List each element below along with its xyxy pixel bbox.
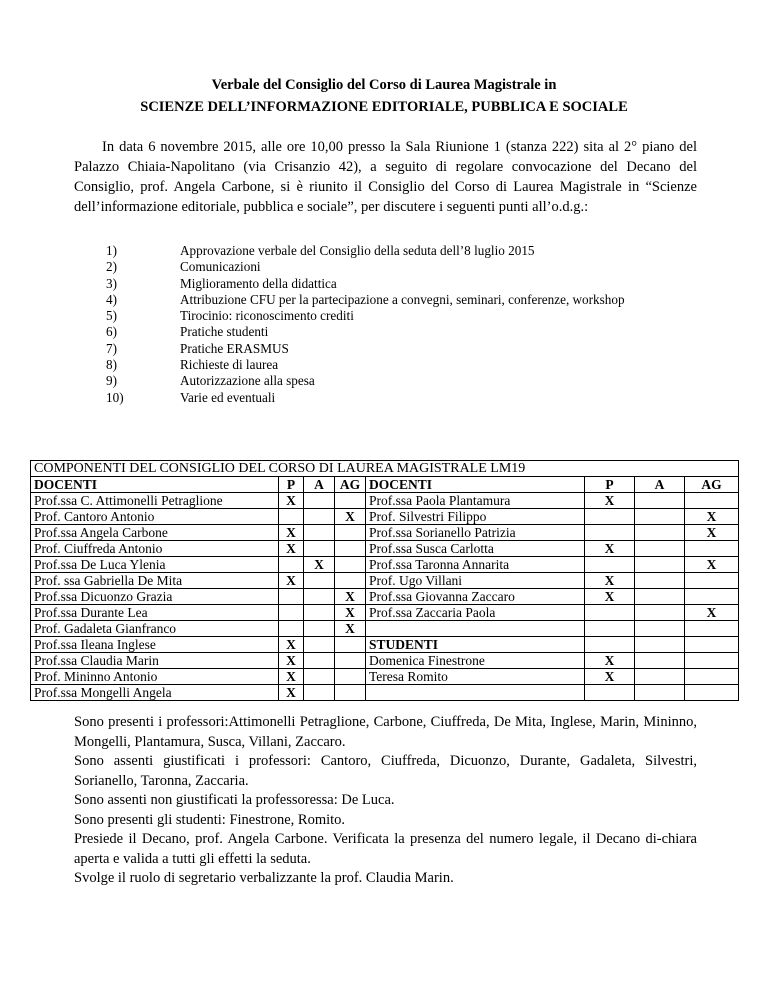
attendance-mark-cell: X bbox=[335, 589, 366, 605]
attendance-mark-cell: AG bbox=[335, 477, 366, 493]
agenda-item bbox=[106, 308, 706, 324]
attendance-mark-cell bbox=[335, 573, 366, 589]
attendance-mark-cell: A bbox=[304, 477, 335, 493]
attendance-mark-cell: X bbox=[585, 541, 635, 557]
attendance-mark-cell bbox=[635, 685, 685, 701]
member-name-cell bbox=[366, 621, 585, 637]
member-name-cell: Prof.ssa De Luca Ylenia bbox=[31, 557, 279, 573]
attendance-mark-cell bbox=[635, 525, 685, 541]
attendance-mark-cell bbox=[585, 509, 635, 525]
attendance-mark-cell: X bbox=[304, 557, 335, 573]
agenda-item bbox=[106, 390, 706, 406]
attendance-mark-cell bbox=[635, 557, 685, 573]
intro-paragraph bbox=[74, 137, 697, 217]
agenda-item-text: Pratiche ERASMUS bbox=[180, 340, 289, 356]
agenda-item-text: Pratiche studenti bbox=[180, 324, 269, 340]
agenda-item bbox=[106, 243, 706, 259]
agenda-item-number: 5) bbox=[106, 308, 117, 324]
attendance-mark-cell bbox=[304, 621, 335, 637]
attendance-mark-cell bbox=[635, 653, 685, 669]
agenda-item bbox=[106, 276, 706, 292]
course-name-heading: SCIENZE DELL’INFORMAZIONE EDITORIALE, PUBBLICA E SOCIALE bbox=[140, 99, 628, 115]
agenda-item-number: 7) bbox=[106, 340, 117, 356]
intro-text: In data 6 novembre 2015, alle ore 10,00 presso la Sala Riunione 1 (stanza 222) sita al 2° piano del Palazzo Chiaia-Napolitano (via Crisanzio 42), a seguito di regolare convocazione del Decano del Consiglio, prof. Angela Carbone, si è riunito il Consiglio del Corso di Laurea Magistrale in “Scienze dell’informazione editoriale, pubblica e sociale”, per discutere i seguenti punti all’o.d.g.: bbox=[74, 139, 697, 215]
attendance-mark-cell bbox=[335, 653, 366, 669]
attendance-mark-cell bbox=[685, 541, 739, 557]
attendance-mark-cell bbox=[335, 669, 366, 685]
attendance-mark-cell bbox=[304, 509, 335, 525]
agenda-item-text: Autorizzazione alla spesa bbox=[180, 373, 315, 389]
agenda-item-text: Attribuzione CFU per la partecipazione a convegni, seminari, conferenze, workshop bbox=[180, 291, 625, 307]
attendance-mark-cell bbox=[335, 493, 366, 509]
table-row bbox=[31, 493, 739, 509]
justified-absences-text: Sono assenti giustificati i professori: Cantoro, Ciuffreda, Dicuonzo, Durante, Gadaleta, Silvestri, Sorianello, Taronna, Zaccaria. bbox=[74, 753, 697, 789]
attendance-mark-cell bbox=[304, 653, 335, 669]
table-row bbox=[31, 637, 739, 653]
agenda-item-number: 4) bbox=[106, 291, 117, 307]
attendance-mark-cell bbox=[685, 653, 739, 669]
attendance-mark-cell: X bbox=[685, 557, 739, 573]
member-name-cell: Prof.ssa Durante Lea bbox=[31, 605, 279, 621]
member-name-cell: Prof. Gadaleta Gianfranco bbox=[31, 621, 279, 637]
agenda-item-number: 9) bbox=[106, 373, 117, 389]
member-name-cell: Prof.ssa Paola Plantamura bbox=[366, 493, 585, 509]
attendance-mark-cell bbox=[304, 669, 335, 685]
member-name-cell: Prof. Cantoro Antonio bbox=[31, 509, 279, 525]
attendance-mark-cell bbox=[304, 493, 335, 509]
attendance-mark-cell bbox=[335, 541, 366, 557]
attendance-mark-cell bbox=[635, 509, 685, 525]
attendance-mark-cell bbox=[304, 685, 335, 701]
attendance-mark-cell bbox=[635, 637, 685, 653]
agenda-item-text: Comunicazioni bbox=[180, 259, 261, 275]
agenda-item-text: Miglioramento della didattica bbox=[180, 275, 337, 291]
secretary-text: Svolge il ruolo di segretario verbalizzante la prof. Claudia Marin. bbox=[74, 870, 454, 886]
attendance-section bbox=[74, 713, 697, 830]
attendance-mark-cell: X bbox=[279, 493, 304, 509]
attendance-mark-cell: X bbox=[585, 573, 635, 589]
agenda-item-number: 10) bbox=[106, 389, 124, 405]
attendance-mark-cell bbox=[279, 621, 304, 637]
member-name-cell: Prof.ssa Sorianello Patrizia bbox=[366, 525, 585, 541]
attendance-mark-cell bbox=[685, 589, 739, 605]
attendance-mark-cell bbox=[585, 637, 635, 653]
table-row bbox=[31, 573, 739, 589]
attendance-mark-cell bbox=[279, 557, 304, 573]
table-row bbox=[31, 685, 739, 701]
attendance-mark-cell: X bbox=[279, 669, 304, 685]
attendance-mark-cell bbox=[335, 685, 366, 701]
attendance-mark-cell: X bbox=[585, 669, 635, 685]
table-row bbox=[31, 669, 739, 685]
member-name-cell: Prof.ssa Zaccaria Paola bbox=[366, 605, 585, 621]
attendance-mark-cell bbox=[335, 557, 366, 573]
document-title: Verbale del Consiglio del Corso di Laurea Magistrale in bbox=[211, 77, 557, 93]
table-row bbox=[31, 557, 739, 573]
attendance-mark-cell: X bbox=[335, 509, 366, 525]
attendance-mark-cell: X bbox=[335, 621, 366, 637]
agenda-list bbox=[106, 243, 706, 406]
attendance-mark-cell: P bbox=[279, 477, 304, 493]
attendance-mark-cell: X bbox=[685, 525, 739, 541]
attendance-mark-cell bbox=[685, 573, 739, 589]
member-name-cell: Prof. ssa Gabriella De Mita bbox=[31, 573, 279, 589]
attendance-mark-cell bbox=[585, 557, 635, 573]
column-header: DOCENTI bbox=[31, 477, 279, 493]
member-name-cell: Prof.ssa Angela Carbone bbox=[31, 525, 279, 541]
attendance-mark-cell bbox=[685, 637, 739, 653]
attendance-mark-cell bbox=[685, 669, 739, 685]
attendance-mark-cell bbox=[304, 541, 335, 557]
attendance-mark-cell bbox=[585, 685, 635, 701]
attendance-mark-cell bbox=[585, 605, 635, 621]
attendance-mark-cell: X bbox=[685, 605, 739, 621]
member-name-cell: Prof.ssa C. Attimonelli Petraglione bbox=[31, 493, 279, 509]
attendance-mark-cell: X bbox=[585, 589, 635, 605]
attendance-mark-cell: X bbox=[279, 653, 304, 669]
attendance-mark-cell bbox=[635, 589, 685, 605]
chair-text: Presiede il Decano, prof. Angela Carbone. Verificata la presenza del numero legale, il Decano di-chiara aperta e valida a tutti gli effetti la seduta. bbox=[74, 831, 697, 867]
agenda-item bbox=[106, 259, 706, 275]
agenda-item-text: Approvazione verbale del Consiglio della seduta dell’8 luglio 2015 bbox=[180, 243, 535, 258]
member-name-cell bbox=[366, 685, 585, 701]
member-name-cell: Prof. Ugo Villani bbox=[366, 573, 585, 589]
table-row bbox=[31, 525, 739, 541]
attendance-mark-cell bbox=[585, 525, 635, 541]
agenda-item-number: 8) bbox=[106, 357, 117, 373]
attendance-mark-cell: A bbox=[635, 477, 685, 493]
attendance-mark-cell bbox=[685, 685, 739, 701]
attendance-mark-cell bbox=[635, 541, 685, 557]
agenda-item-text: Varie ed eventuali bbox=[180, 389, 276, 405]
attendance-mark-cell bbox=[685, 493, 739, 509]
member-name-cell: Prof.ssa Claudia Marin bbox=[31, 653, 279, 669]
attendance-mark-cell bbox=[685, 621, 739, 637]
agenda-item bbox=[106, 373, 706, 389]
attendance-mark-cell: P bbox=[585, 477, 635, 493]
attendance-mark-cell bbox=[635, 493, 685, 509]
member-name-cell: Teresa Romito bbox=[366, 669, 585, 685]
attendance-mark-cell: X bbox=[279, 573, 304, 589]
council-members-table bbox=[30, 460, 739, 701]
agenda-item-text: Richieste di laurea bbox=[180, 357, 279, 373]
closing-section bbox=[74, 830, 697, 889]
attendance-mark-cell bbox=[304, 589, 335, 605]
table-row bbox=[31, 653, 739, 669]
agenda-item bbox=[106, 341, 706, 357]
attendance-mark-cell bbox=[635, 669, 685, 685]
attendance-mark-cell: X bbox=[279, 525, 304, 541]
agenda-item bbox=[106, 292, 706, 308]
attendance-mark-cell bbox=[635, 573, 685, 589]
column-header: DOCENTI bbox=[366, 477, 585, 493]
member-name-cell: Prof. Silvestri Filippo bbox=[366, 509, 585, 525]
table-caption: COMPONENTI DEL CONSIGLIO DEL CORSO DI LAUREA MAGISTRALE LM19 bbox=[31, 461, 739, 477]
attendance-mark-cell bbox=[635, 605, 685, 621]
member-name-cell: Prof. Mininno Antonio bbox=[31, 669, 279, 685]
attendance-mark-cell: X bbox=[279, 637, 304, 653]
member-name-cell: Prof.ssa Dicuonzo Grazia bbox=[31, 589, 279, 605]
agenda-item-text: Tirocinio: riconoscimento crediti bbox=[180, 308, 354, 324]
attendance-mark-cell bbox=[585, 621, 635, 637]
member-name-cell: Prof. Ciuffreda Antonio bbox=[31, 541, 279, 557]
attendance-mark-cell bbox=[304, 573, 335, 589]
attendance-mark-cell: X bbox=[335, 605, 366, 621]
attendance-mark-cell bbox=[335, 637, 366, 653]
attendance-mark-cell: X bbox=[279, 685, 304, 701]
table-row bbox=[31, 621, 739, 637]
attendance-mark-cell bbox=[279, 509, 304, 525]
member-name-cell: Prof.ssa Ileana Inglese bbox=[31, 637, 279, 653]
attendance-mark-cell bbox=[279, 605, 304, 621]
table-header-row bbox=[31, 477, 739, 493]
attendance-mark-cell bbox=[635, 621, 685, 637]
member-name-cell: Prof.ssa Giovanna Zaccaro bbox=[366, 589, 585, 605]
attendance-mark-cell: AG bbox=[685, 477, 739, 493]
attendance-mark-cell bbox=[335, 525, 366, 541]
present-students-text: Sono presenti gli studenti: Finestrone, Romito. bbox=[74, 811, 346, 828]
table-row bbox=[31, 605, 739, 621]
attendance-mark-cell: X bbox=[585, 653, 635, 669]
table-caption-row bbox=[31, 461, 739, 477]
member-name-cell: Prof.ssa Mongelli Angela bbox=[31, 685, 279, 701]
table-row bbox=[31, 509, 739, 525]
member-name-cell: Domenica Finestrone bbox=[366, 653, 585, 669]
agenda-item bbox=[106, 357, 706, 373]
unjustified-absences-text: Sono assenti non giustificati la professoressa: De Luca. bbox=[74, 792, 395, 808]
agenda-item-number: 1) bbox=[106, 243, 117, 258]
member-name-cell: Prof.ssa Taronna Annarita bbox=[366, 557, 585, 573]
table-row bbox=[31, 541, 739, 557]
attendance-mark-cell bbox=[304, 637, 335, 653]
attendance-mark-cell bbox=[304, 525, 335, 541]
agenda-item-number: 2) bbox=[106, 259, 117, 275]
attendance-mark-cell bbox=[279, 589, 304, 605]
attendance-mark-cell: X bbox=[279, 541, 304, 557]
attendance-mark-cell: X bbox=[685, 509, 739, 525]
member-name-cell: STUDENTI bbox=[366, 637, 585, 653]
agenda-item bbox=[106, 324, 706, 340]
table-row bbox=[31, 589, 739, 605]
agenda-item-number: 6) bbox=[106, 324, 117, 340]
agenda-item-number: 3) bbox=[106, 275, 117, 291]
attendance-mark-cell: X bbox=[585, 493, 635, 509]
attendance-mark-cell bbox=[304, 605, 335, 621]
present-professors-text: Sono presenti i professori:Attimonelli Petraglione, Carbone, Ciuffreda, De Mita, Inglese, Marin, Mininno, Mongelli, Plantamura, Susca, Villani, Zaccaro. bbox=[74, 714, 697, 750]
member-name-cell: Prof.ssa Susca Carlotta bbox=[366, 541, 585, 557]
